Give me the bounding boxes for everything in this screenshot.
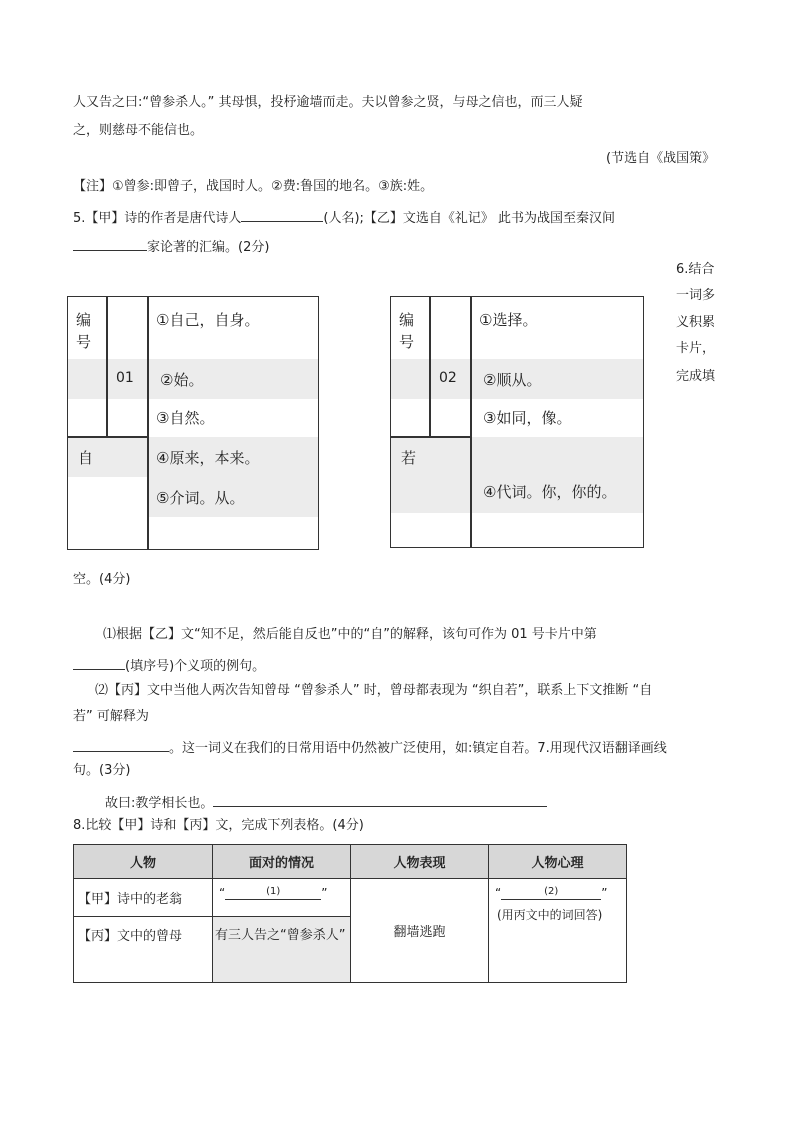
q5-text-a: 5.【甲】诗的作者是唐代诗人 — [73, 211, 242, 226]
situation-blank[interactable]: (1) — [225, 885, 321, 900]
question-8-title: 8.比较【甲】诗和【丙】文，完成下列表格。(4分) — [73, 818, 364, 833]
q5-text-c: 家论著的汇编。(2分) — [147, 240, 270, 255]
card-meaning: ①选择。 — [479, 311, 538, 329]
q5-blank-school[interactable] — [73, 236, 147, 251]
open-quote: “ — [495, 886, 502, 900]
psych-blank[interactable]: (2) — [501, 885, 601, 900]
psych-cell[interactable] — [489, 879, 627, 983]
q5-text-b: (人名);【乙】文选自《礼记》 此书为战国至秦汉间 — [323, 211, 616, 226]
q6-sub2-line-4: 句。(3分) — [73, 763, 131, 778]
card-label-bianhao: 编 号 — [399, 311, 415, 351]
card-divider — [470, 297, 472, 547]
q7-sentence: 故曰:教学相长也。 — [105, 796, 214, 811]
q6-sub2-line-1: ⑵【丙】文中当他人两次告知曾母 “曾参杀人” 时，曾母都表现为 “织自若”，联系上下文推断 “自 — [95, 683, 653, 698]
card-meaning: ④原来，本来。 — [156, 449, 260, 467]
card-number: 02 — [439, 370, 457, 386]
card-shade — [471, 437, 643, 513]
q5-blank-poet[interactable] — [241, 207, 323, 222]
close-quote: ” — [601, 886, 608, 900]
card-divider — [391, 436, 471, 438]
close-quote: ” — [321, 886, 328, 900]
row1-situation[interactable] — [213, 879, 351, 917]
q6-sub2-line-3 — [73, 737, 667, 757]
card-shade — [68, 359, 148, 399]
q6-sub2-text: 。这一词义在我们的日常用语中仍然被广泛使用，如:镇定自若。7.用现代汉语翻译画线 — [169, 741, 667, 756]
question-5-line-1 — [73, 207, 615, 227]
row2-situation: 有三人告之“曾参杀人” — [213, 917, 351, 983]
q6-sub1-line-2 — [73, 655, 265, 675]
passage-line-2: 之，则慈母不能信也。 — [73, 123, 204, 138]
passage-line-1: 人又告之曰:“曾参杀人。” 其母惧，投杼逾墙而走。夫以曾参之贤，与母之信也，而三人疑 — [73, 95, 583, 110]
card-meaning: ④代词。你，你的。 — [483, 483, 617, 501]
question-7-line — [105, 792, 547, 812]
q7-answer-blank[interactable] — [213, 792, 547, 807]
table-header: 人物表现 — [351, 845, 489, 879]
vocab-card-01 — [67, 296, 319, 550]
card-meaning: ①自己，自身。 — [156, 311, 260, 329]
q6-side-line: 6.结合 — [676, 262, 715, 277]
passage-note: 【注】①曾参:即曾子，战国时人。②费:鲁国的地名。③族:姓。 — [73, 179, 434, 194]
q6-sub1-line-1: ⑴根据【乙】文“知不足，然后能自反也”中的“自”的解释，该句可作为 01 号卡片中第 — [103, 627, 597, 642]
q6-sub1-blank[interactable] — [73, 655, 125, 670]
psych-hint: (用丙文中的词回答) — [497, 908, 603, 922]
card-divider — [429, 297, 431, 437]
card-meaning: ⑤介词。从。 — [156, 489, 245, 507]
table-header: 人物 — [74, 845, 213, 879]
card-meaning: ③自然。 — [156, 409, 215, 427]
card-meaning: ③如同，像。 — [483, 409, 572, 427]
table-header-row — [74, 845, 627, 879]
behavior-cell: 翻墙逃跑 — [351, 879, 489, 983]
card-meaning: ②始。 — [160, 371, 204, 389]
question-5-line-2 — [73, 236, 269, 256]
table-header: 面对的情况 — [213, 845, 351, 879]
card-number: 01 — [116, 370, 134, 386]
q6-side-line: 义积累 — [676, 315, 716, 330]
q6-sub2-line-2: 若” 可解释为 — [73, 709, 149, 724]
q6-side-line: 完成填 — [676, 369, 716, 384]
table-header: 人物心理 — [489, 845, 627, 879]
open-quote: “ — [219, 886, 226, 900]
q6-end: 空。(4分) — [73, 572, 131, 587]
q6-sub2-blank[interactable] — [73, 737, 169, 752]
card-meaning: ②顺从。 — [483, 371, 542, 389]
q6-sub1-text: (填序号)个义项的例句。 — [125, 659, 266, 674]
q6-side-line: 卡片， — [676, 341, 716, 356]
row2-person: 【丙】文中的曾母 — [74, 917, 213, 983]
vocab-card-02 — [390, 296, 644, 548]
card-headword: 若 — [401, 449, 417, 467]
q6-side-line: 一词多 — [676, 288, 716, 303]
row1-person: 【甲】诗中的老翁 — [74, 879, 213, 917]
passage-source: (节选自《战国策》 — [606, 151, 716, 166]
comparison-table — [73, 844, 627, 983]
card-headword: 自 — [78, 449, 94, 467]
card-divider — [106, 297, 108, 437]
card-label-bianhao: 编 号 — [76, 311, 92, 351]
card-divider — [68, 436, 148, 438]
card-divider — [147, 297, 149, 549]
table-row — [74, 879, 627, 917]
